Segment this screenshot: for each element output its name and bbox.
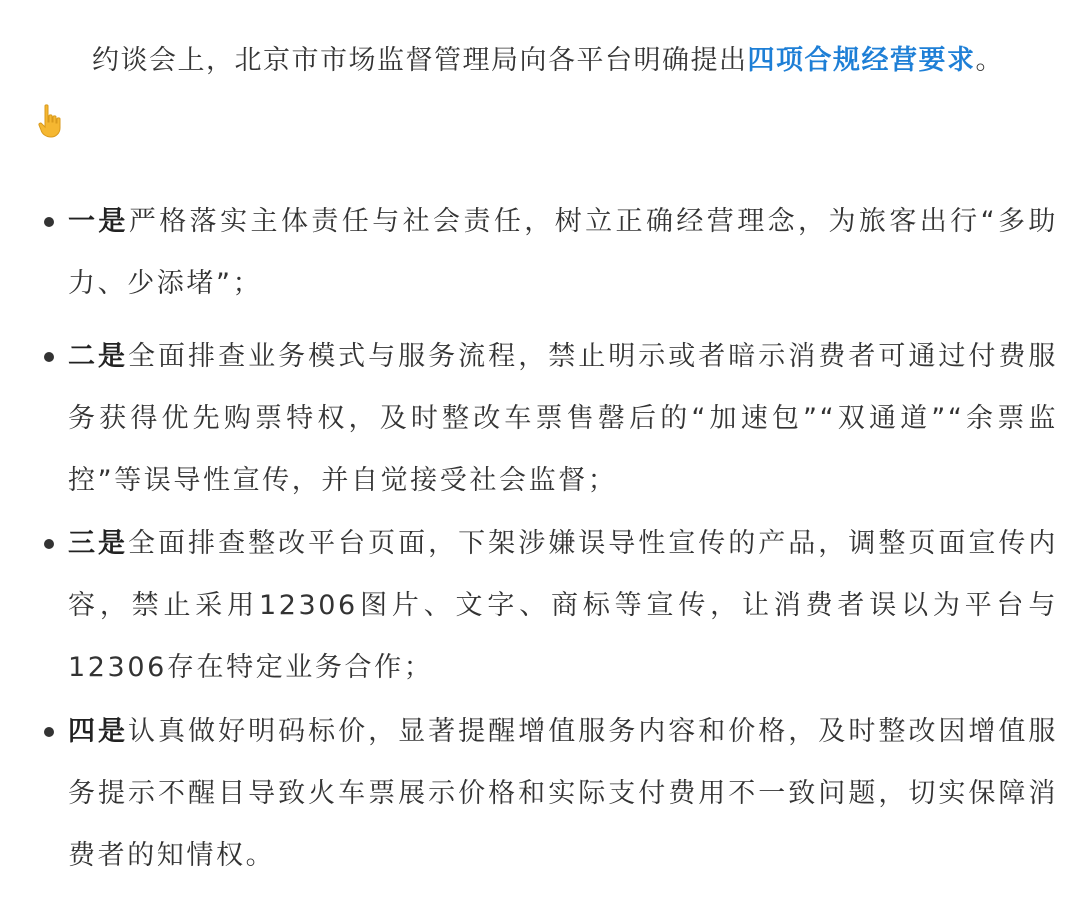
bullet-dot: [44, 539, 54, 549]
requirement-lead: 一是: [68, 206, 129, 237]
backhand-index-pointing-down-icon: [37, 104, 63, 138]
requirement-item-3: [68, 513, 1058, 699]
bullet-dot: [44, 727, 54, 737]
requirement-text: 认真做好明码标价，显著提醒增值服务内容和价格，及时整改因增值服务提示不醒目导致火车票展示价格和实际支付费用不一致问题，切实保障消费者的知情权。: [68, 716, 1058, 871]
requirement-lead: 四是: [68, 716, 129, 747]
requirement-text: 全面排查整改平台页面，下架涉嫌误导性宣传的产品，调整页面宣传内容，禁止采用12306图片、文字、商标等宣传，让消费者误以为平台与12306存在特定业务合作；: [68, 528, 1058, 683]
bullet-dot: [44, 217, 54, 227]
requirement-lead: 三是: [68, 528, 129, 559]
requirement-item-4: [68, 701, 1058, 887]
requirement-text: 严格落实主体责任与社会责任，树立正确经营理念，为旅客出行“多助力、少添堵”；: [68, 206, 1058, 299]
requirement-text: 全面排查业务模式与服务流程，禁止明示或者暗示消费者可通过付费服务获得优先购票特权，及时整改车票售罄后的“加速包”“双通道”“余票监控”等误导性宣传，并自觉接受社会监督；: [68, 341, 1058, 496]
requirement-item-2: [68, 326, 1058, 512]
intro-text: 约谈会上，北京市市场监督管理局向各平台明确提出: [92, 45, 748, 76]
intro-highlight: 四项合规经营要求: [747, 45, 976, 76]
requirement-item-1: [68, 191, 1058, 315]
intro-suffix: 。: [975, 45, 1004, 76]
intro-paragraph: [92, 38, 1062, 84]
requirement-lead: 二是: [68, 341, 129, 372]
bullet-dot: [44, 352, 54, 362]
